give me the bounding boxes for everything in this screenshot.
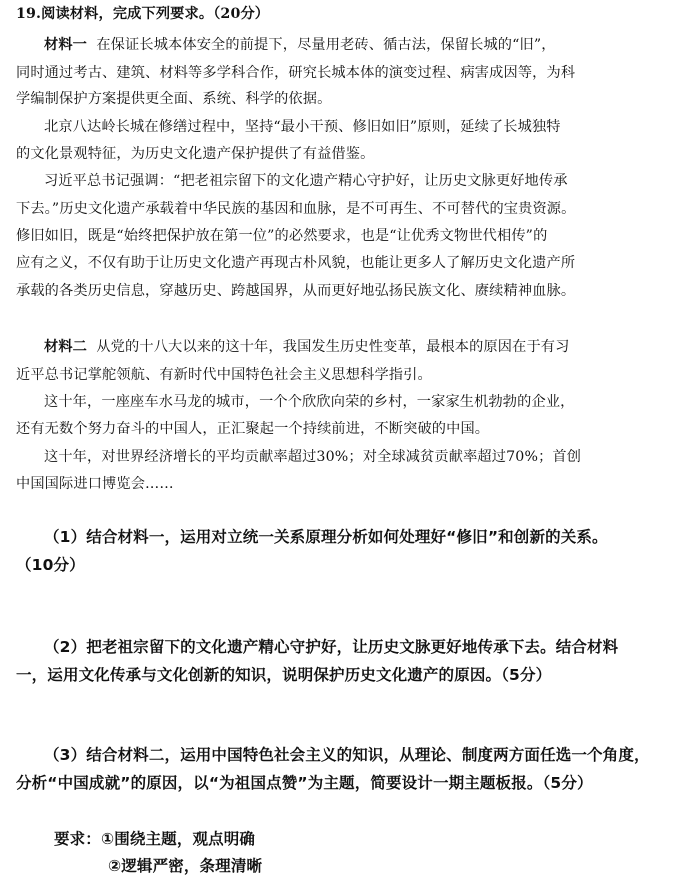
material2-p2-line1: 这十年，一座座车水马龙的城市，一个个欣欣向荣的乡村，一家家生机勃勃的企业，: [44, 394, 575, 410]
material2-p1-line1: [16, 337, 680, 357]
material1-p1-line2: 同时通过考古、建筑、材料等多学科合作，研究长城本体的演变过程、病害成因等，为科: [16, 65, 576, 81]
question-3-line1: （3）结合材料二，运用中国特色社会主义的知识，从理论、制度两方面任选一个角度，: [44, 746, 650, 764]
question-1-line2: （10分）: [16, 556, 85, 574]
requirement-item-2: ②逻辑严密，条理清晰: [108, 857, 263, 875]
question-1-line1: （1）结合材料一，运用对立统一关系原理分析如何处理好“修旧”和创新的关系。: [44, 528, 608, 546]
material1-p3-line1: 习近平总书记强调：“把老祖宗留下的文化遗产精心守护好，让历史文脉更好地传承: [44, 173, 568, 189]
requirements-label: 要求：: [54, 830, 101, 848]
question-2-line1: （2）把老祖宗留下的文化遗产精心守护好，让历史文脉更好地传承下去。结合材料: [44, 638, 619, 656]
material1-p3-line4: 应有之义，不仅有助于让历史文化遗产再现古朴风貌，也能让更多人了解历史文化遗产所: [16, 255, 576, 271]
material2-p1-text: 从党的十八大以来的这十年，我国发生历史性变革，最根本的原因在于有习: [96, 339, 570, 355]
material1-p3-line2: 下去。”历史文化遗产承载着中华民族的基因和血脉，是不可再生、不可替代的宝贵资源。: [16, 201, 576, 217]
material1-p1-text: 在保证长城本体安全的前提下，尽量用老砖、循古法，保留长城的“旧”，: [96, 37, 556, 53]
question-2-line2: 一，运用文化传承与文化创新的知识，说明保护历史文化遗产的原因。（5分）: [16, 666, 552, 684]
material1-p2-line2: 的文化景观特征，为历史文化遗产保护提供了有益借鉴。: [16, 146, 375, 162]
material1-p2-line1: 北京八达岭长城在修缮过程中，坚持“最小干预、修旧如旧”原则，延续了长城独特: [44, 119, 561, 135]
material2-p3-line1: 这十年，对世界经济增长的平均贡献率超过30%；对全球减贫贡献率超过70%；首创: [44, 449, 582, 465]
material2-label: 材料二: [44, 339, 88, 355]
material1-p3-line5: 承载的各类历史信息，穿越历史、跨越国界，从而更好地弘扬民族文化、赓续精神血脉。: [16, 283, 576, 299]
question-3-line2: 分析“中国成就”的原因，以“为祖国点赞”为主题，简要设计一期主题板报。（5分）: [16, 774, 593, 792]
material2-p1-line2: 近平总书记掌舵领航、有新时代中国特色社会主义思想科学指引。: [16, 367, 432, 383]
material1-p3-line3: 修旧如旧，既是“始终把保护放在第一位”的必然要求，也是“让优秀文物世代相传”的: [16, 228, 548, 244]
requirement-line1: [54, 829, 654, 849]
material1-label: 材料一: [44, 37, 88, 53]
requirement-item-1: ①围绕主题，观点明确: [100, 830, 256, 848]
material1-p1-line3: 学编制保护方案提供更全面、系统、科学的依据。: [16, 91, 332, 107]
material2-p2-line2: 还有无数个努力奋斗的中国人，正汇聚起一个持续前进，不断突破的中国。: [16, 421, 490, 437]
material2-p3-line2: 中国国际进口博览会……: [16, 476, 174, 492]
material1-p1-line1: [16, 35, 680, 55]
question-title: 19.阅读材料，完成下列要求。（20分）: [16, 6, 270, 22]
